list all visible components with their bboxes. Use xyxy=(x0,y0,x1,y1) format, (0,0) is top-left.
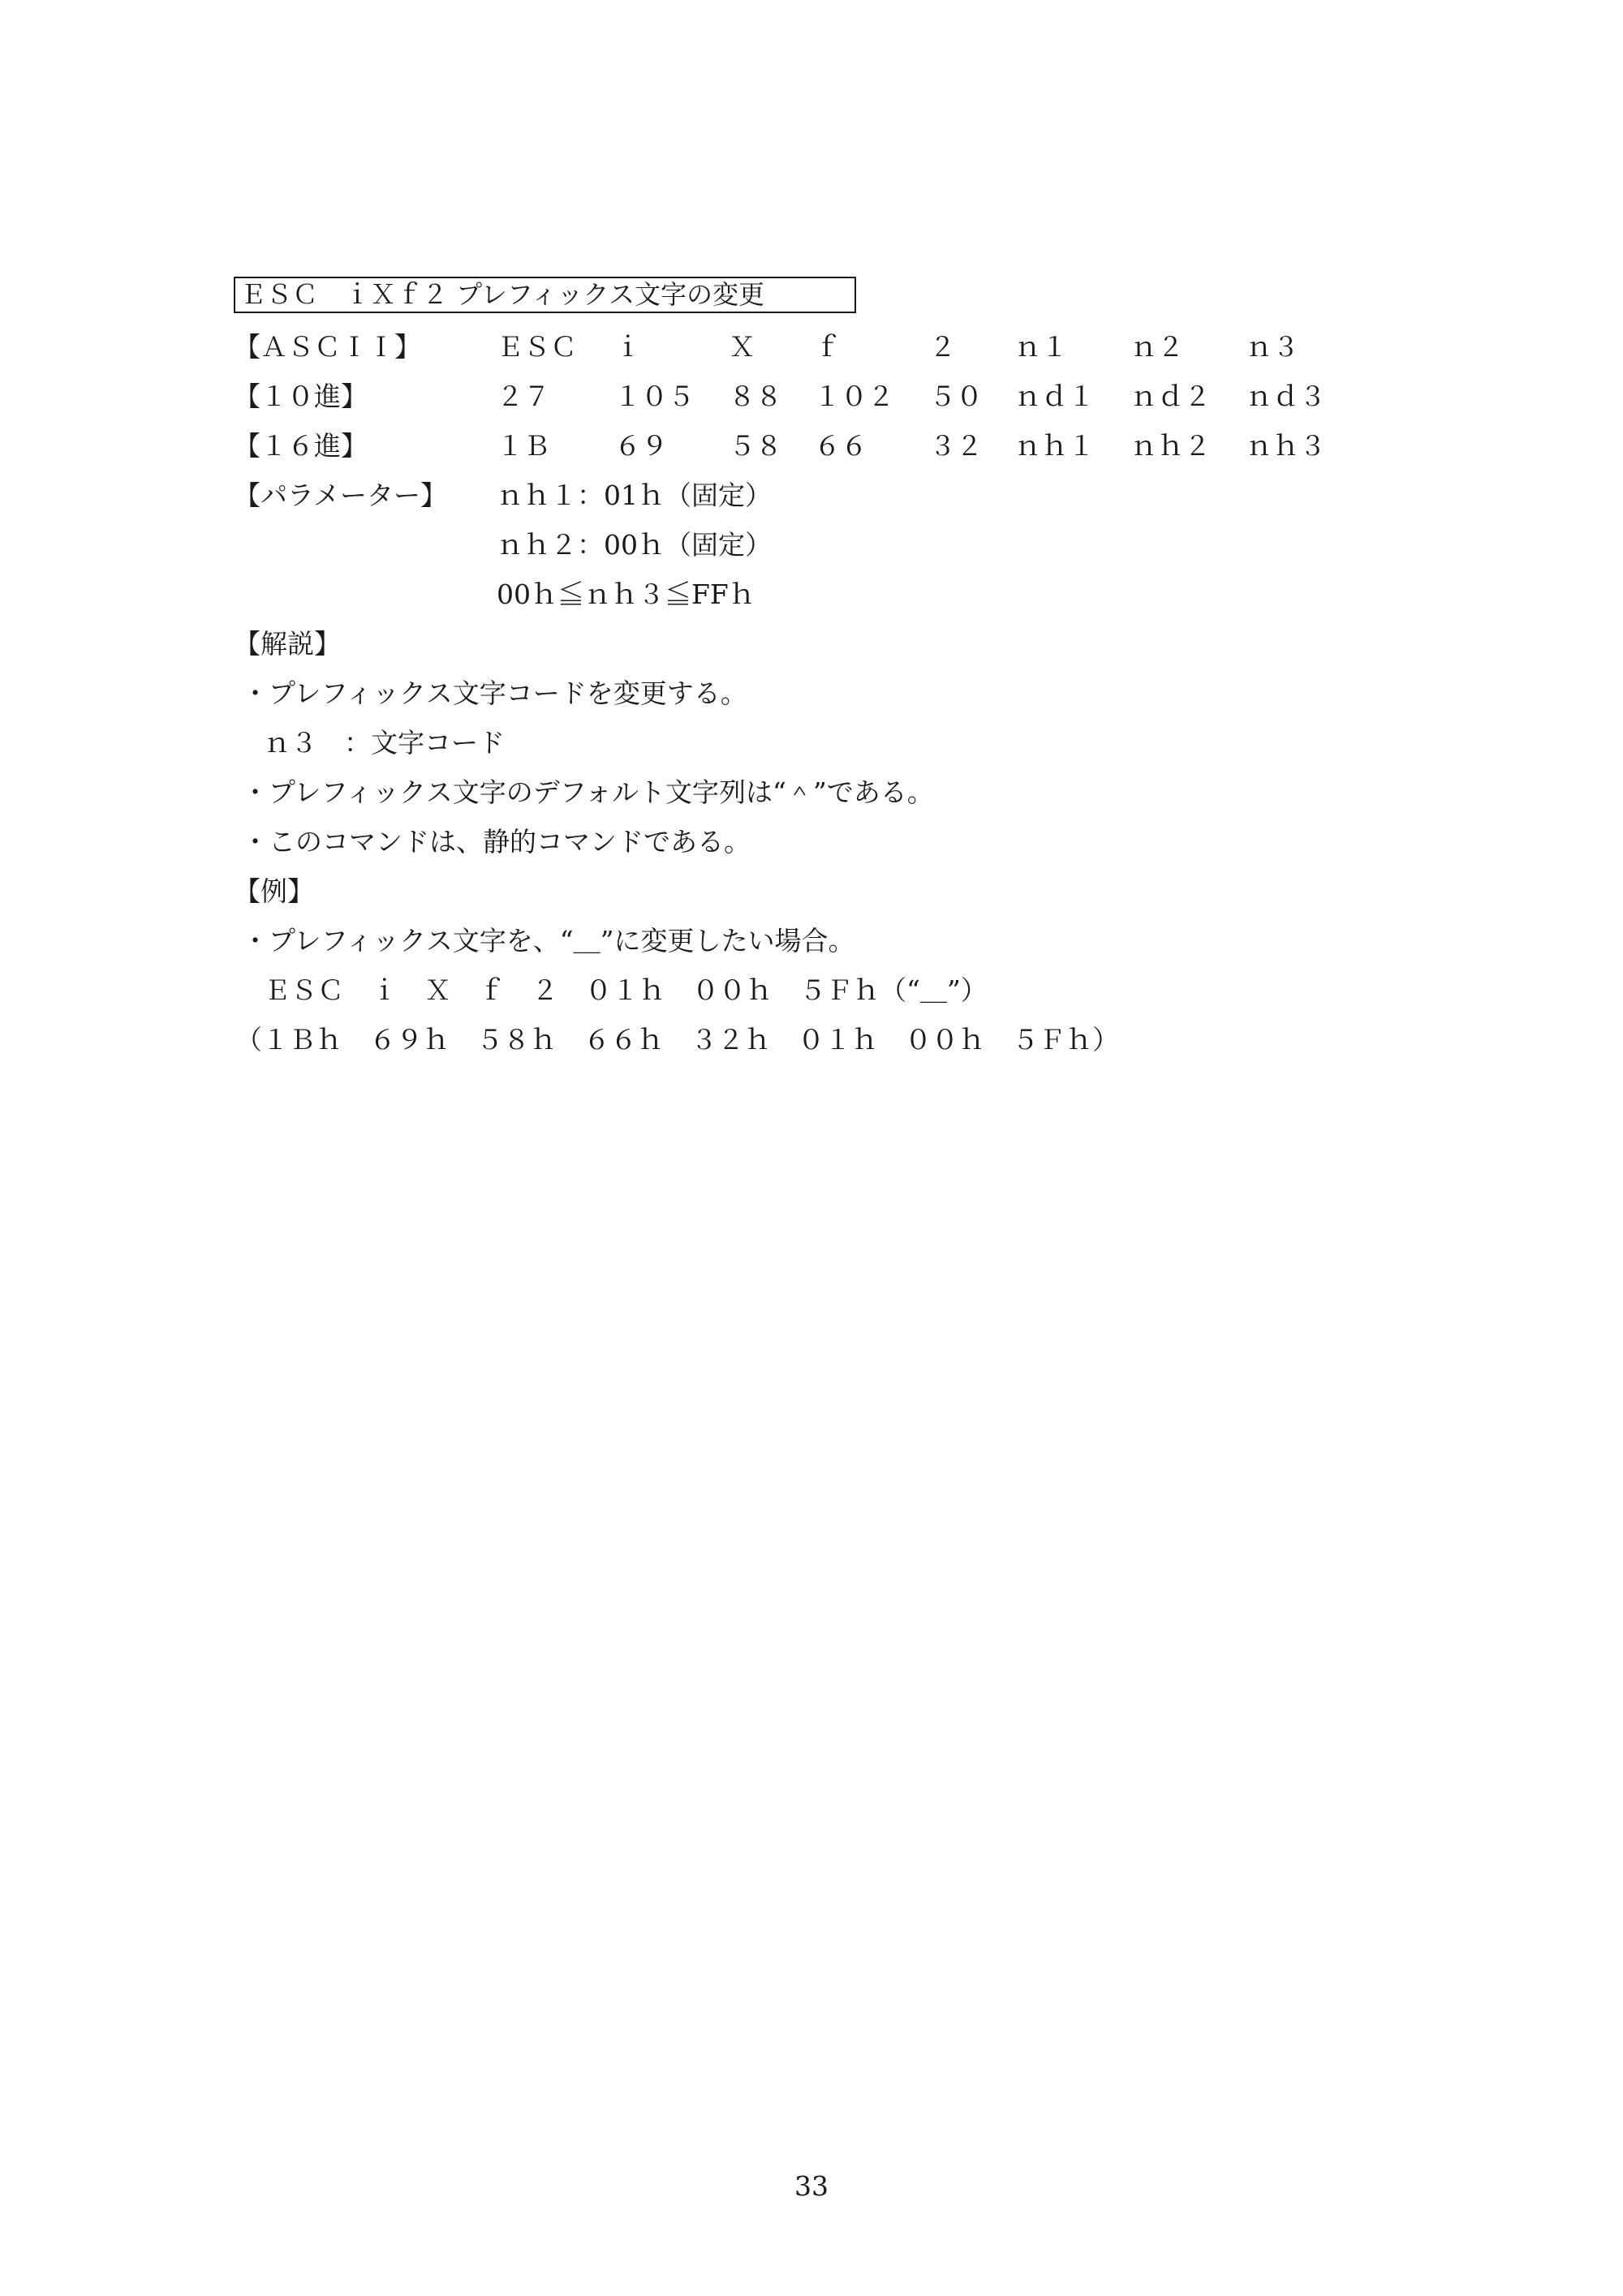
example-line: （１Ｂｈ ６９ｈ ５８ｈ ６６ｈ ３２ｈ ０１ｈ ００ｈ ５Ｆｈ） xyxy=(235,1024,1119,1056)
table-cell: ｎ３ xyxy=(1246,331,1299,363)
table-cell: ３２ xyxy=(929,430,983,462)
example-heading: 【例】 xyxy=(234,875,314,907)
table-cell: ｎｄ３ xyxy=(1246,381,1326,412)
ascii-label: 【ＡＳＣＩＩ】 xyxy=(234,331,421,363)
parameter-label: 【パラメーター】 xyxy=(234,479,448,511)
table-cell: ｎ１ xyxy=(1014,331,1068,363)
explanation-heading: 【解説】 xyxy=(234,628,341,660)
decimal-row xyxy=(0,376,1623,417)
explanation-line: ・プレフィックス文字のデフォルト文字列は“＾”である。 xyxy=(242,776,934,808)
table-cell: １０２ xyxy=(814,381,894,412)
hex-label: 【１６進】 xyxy=(234,430,368,462)
table-cell: ５０ xyxy=(929,381,983,412)
table-cell: ２ xyxy=(929,331,956,363)
example-line: ・プレフィックス文字を、“＿”に変更したい場合。 xyxy=(242,925,855,957)
table-cell: ｆ xyxy=(814,331,841,363)
table-cell: Ｘ xyxy=(729,331,756,363)
parameter-line: ｎｈ１：01ｈ（固定） xyxy=(497,479,772,511)
explanation-line: ・プレフィックス文字コードを変更する。 xyxy=(242,677,747,709)
explanation-line: ｎ３ ：文字コード xyxy=(264,727,505,759)
table-cell: １Ｂ xyxy=(497,430,550,462)
parameter-row xyxy=(0,475,1623,516)
table-cell: ６９ xyxy=(614,430,668,462)
table-cell: ｎｄ２ xyxy=(1130,381,1211,412)
section-title: ＥＳＣ ｉＸｆ２ プレフィックス文字の変更 xyxy=(234,277,856,313)
explanation-line: ・このコマンドは、静的コマンドである。 xyxy=(242,826,751,858)
table-cell: ｎｄ１ xyxy=(1014,381,1095,412)
parameter-line: 00ｈ≦ｎｈ３≦FFｈ xyxy=(497,578,756,610)
parameter-line: ｎｈ２：00ｈ（固定） xyxy=(497,529,772,561)
table-cell: ６６ xyxy=(814,430,867,462)
page-number: 33 xyxy=(794,2170,829,2202)
table-cell: ｉ xyxy=(614,331,641,363)
parameter-row xyxy=(0,525,1623,565)
table-cell: ＥＳＣ xyxy=(497,331,577,363)
table-cell: ｎｈ３ xyxy=(1246,430,1326,462)
table-cell: ８８ xyxy=(729,381,782,412)
table-cell: ２７ xyxy=(497,381,550,412)
table-cell: １０５ xyxy=(614,381,695,412)
hex-row xyxy=(0,426,1623,467)
ascii-row xyxy=(0,327,1623,368)
table-cell: ５８ xyxy=(729,430,782,462)
decimal-label: 【１０進】 xyxy=(234,381,368,412)
table-cell: ｎｈ２ xyxy=(1130,430,1211,462)
table-cell: ｎ２ xyxy=(1130,331,1184,363)
example-line: ＥＳＣ ｉ Ｘ ｆ ２ ０１ｈ ００ｈ ５Ｆｈ（“＿”） xyxy=(264,974,988,1006)
parameter-row xyxy=(0,574,1623,615)
table-cell: ｎｈ１ xyxy=(1014,430,1095,462)
